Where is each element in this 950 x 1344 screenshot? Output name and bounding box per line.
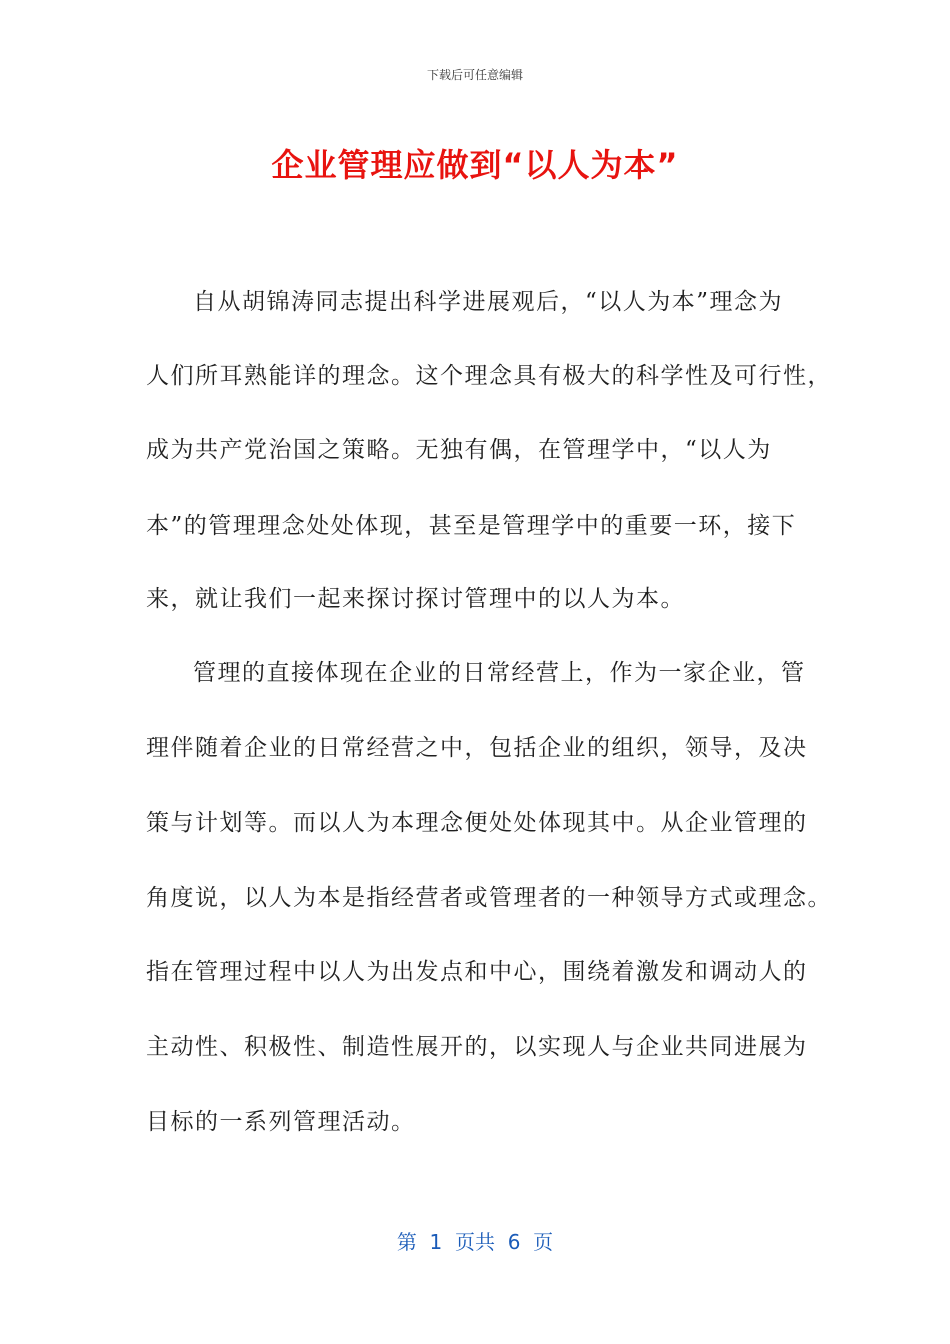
- header-note: 下载后可任意编辑: [426, 68, 523, 82]
- body-line: 管理的直接体现在企业的日常经营上，作为一家企业，管: [193, 660, 806, 686]
- body-line: 指在管理过程中以人为出发点和中心，围绕着激发和调动人的: [146, 959, 808, 985]
- page-number-footer: 第 1 页共 6 页: [396, 1230, 554, 1254]
- body-line: 本”的管理理念处处体现，甚至是管理学中的重要一环，接下: [146, 513, 797, 539]
- body-line: 成为共产党治国之策略。无独有偶，在管理学中，“以人为: [146, 437, 772, 463]
- body-line: 人们所耳熟能详的理念。这个理念具有极大的科学性及可行性，: [146, 363, 832, 389]
- body-line: 策与计划等。而以人为本理念便处处体现其中。从企业管理的: [146, 810, 808, 836]
- body-line: 角度说，以人为本是指经营者或管理者的一种领导方式或理念。: [146, 885, 832, 911]
- document-title: 企业管理应做到“以人为本”: [271, 146, 679, 184]
- body-line: 目标的一系列管理活动。: [146, 1109, 416, 1135]
- body-line: 主动性、积极性、制造性展开的，以实现人与企业共同进展为: [146, 1034, 808, 1060]
- body-line: 理伴随着企业的日常经营之中，包括企业的组织，领导，及决: [146, 735, 808, 761]
- body-line: 来，就让我们一起来探讨探讨管理中的以人为本。: [146, 586, 685, 612]
- body-line: 自从胡锦涛同志提出科学进展观后，“以人为本”理念为: [193, 289, 784, 315]
